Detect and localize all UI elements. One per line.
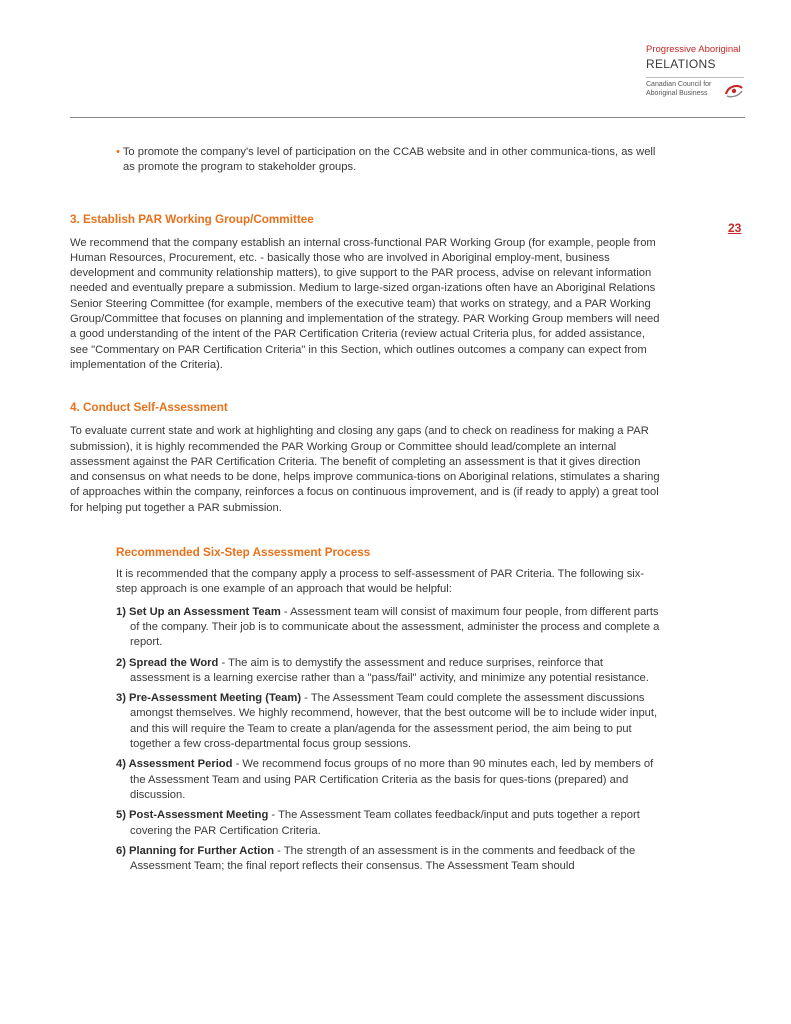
section3-heading: 3. Establish PAR Working Group/Committee (70, 212, 314, 226)
step-text: - The strength of an assessment is in the comments and feedback of the Assessment Team; the final report reflects their consensus. The Assessment Team should (130, 844, 636, 873)
intro-bullet (116, 145, 660, 176)
ccab-logo-icon (724, 83, 744, 99)
brand-divider (646, 77, 744, 78)
list-item (116, 844, 660, 875)
step-title: 2) Spread the Word (116, 656, 219, 669)
list-item (116, 757, 660, 803)
brand-block (646, 44, 744, 98)
section4-heading: 4. Conduct Self-Assessment (70, 401, 228, 415)
brand-subtitle-wrap (646, 81, 744, 98)
step-text: - Assessment team will consist of maximum four people, from different parts of the company. Their job is to communicate about the assessment, administer the process and complete a report. (130, 605, 660, 649)
step-title: 3) Pre-Assessment Meeting (Team) (116, 692, 302, 705)
step-title: 4) Assessment Period (116, 758, 233, 771)
section4-body: To evaluate current state and work at highlighting and closing any gaps (and to check on readiness for making a PAR submission), it is highly recommended the PAR Working Group or Committee should lead/complete an internal assessment against the PAR Certification Criteria. The benefit of completing an assessment is that it gives direction and consensus on what needs to be done, helps improve communica-tions on Aboriginal relations, stimulates a sharing of approaches within the company, reinforces a focus on continuous improvement, and is (if ready to apply) a great tool for helping put together a PAR submission. (70, 425, 660, 514)
process-steps-list (116, 605, 660, 875)
step-title: 5) Post-Assessment Meeting (116, 809, 269, 822)
section-self-assessment (70, 400, 660, 516)
step-text: - The Assessment Team collates feedback/input and puts together a report covering the PAR Certification Criteria. (130, 809, 640, 837)
section3-body: We recommend that the company establish an internal cross-functional PAR Working Group (for example, people from Human Resources, Procurement, etc. - basically those who are involved in Aboriginal employ-ment, business development and community relationship matters), to give support to the PAR process, advise on relevant information needed and eventually prepare a submission. Medium to large-sized organ-izations often have an Aboriginal Relations Senior Steering Committee (for example, members of the executive team) that works on strategy, and a PAR Working Group/Committee that focuses on planning and implementation of the strategy. PAR Working Group members will need a good understanding of the intent of the PAR Certification Criteria (review actual Criteria plus, for added assistance, see "Commentary on PAR Certification Criteria" in this Section, which outlines outcomes a company can expect from implementation of the Criteria). (70, 236, 660, 371)
process-intro: It is recommended that the company apply a process to self-assessment of PAR Criteria. The following six-step approach is one example of an approach that would be helpful: (116, 568, 645, 596)
list-item (116, 605, 660, 651)
document-body (70, 145, 660, 879)
brand-subtitle-line1: Canadian Council for (646, 81, 712, 88)
step-title: 1) Set Up an Assessment Team (116, 605, 281, 618)
page-number: 23 (728, 221, 742, 235)
list-item (116, 691, 660, 752)
intro-bullet-text: To promote the company's level of participation on the CCAB website and in other communica-tions, as well as promote the program to stakeholder groups. (122, 146, 656, 174)
bullet-icon: • (116, 146, 120, 158)
assessment-process-block (116, 545, 660, 874)
brand-title: RELATIONS (646, 57, 716, 71)
step-text: - The Assessment Team could complete the assessment discussions amongst themselves. We highly recommend, however, that the best outcome will be to include wider input, and this will require the Team to create a plan/agenda for the assessment period, the aim being to put together a few cross-departmental focus group sessions. (130, 692, 658, 751)
brand-tagline: Progressive Aboriginal (646, 44, 741, 55)
process-heading: Recommended Six-Step Assessment Process (116, 546, 371, 560)
header-divider (70, 117, 745, 118)
step-text: - We recommend focus groups of no more than 90 minutes each, led by members of the Assessment Team and using PAR Certification Criteria as the basis for ques-tions (prepared) and discussion. (130, 758, 654, 801)
list-item (116, 808, 660, 839)
step-title: 6) Planning for Further Action (116, 844, 275, 857)
section-working-group (70, 212, 660, 374)
brand-subtitle-line2: Aboriginal Business (646, 89, 708, 97)
list-item (116, 656, 660, 687)
step-text: - The aim is to demystify the assessment and reduce surprises, reinforce that assessment is a learning exercise rather than a "pass/fail" activity, and minimize any potential resistance. (130, 656, 649, 684)
